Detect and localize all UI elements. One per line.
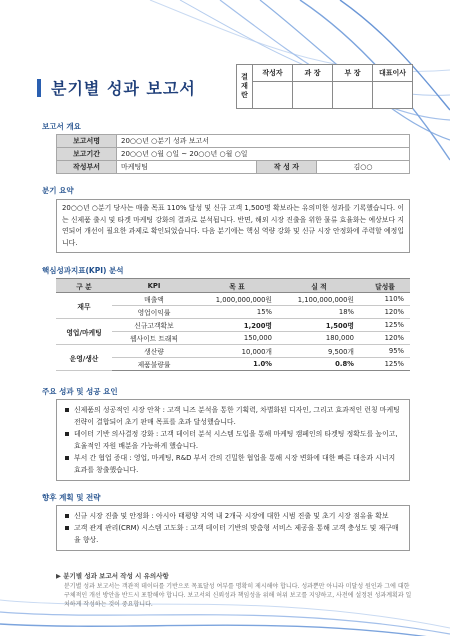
overview-value: 20○○년 ○월 ○일 ~ 20○○년 ○월 ○일 [117, 148, 410, 161]
achievements-box [56, 399, 410, 481]
approval-header-director: 부 장 [333, 65, 373, 82]
section-heading-summary: 분기 요약 [42, 186, 74, 195]
list-item: 신제품의 성공적인 시장 안착 : 고객 니즈 분석을 통한 기획력, 차별화된 디자인, 그리고 효과적인 런칭 마케팅 전략이 결합되어 초기 판매 목표를 초과 달성했습니다. [65, 404, 403, 428]
kpi-category: 영업/마케팅 [56, 319, 112, 345]
summary-text: 20○○년 ○분기 당사는 매출 목표 110% 달성 및 신규 고객 1,500명 확보라는 유의미한 성과를 기록했습니다. 이는 신제품 출시 및 타겟 마케팅 강화의 결과로 분석됩니다. 반면, 해외 시장 진출을 위한 물류 효율화는 예상보다 지연되어 개선이 필요한 과제로 확인되었습니다. 다음 분기에는 핵심 역량 강화 및 신규 시장 안정화에 주력할 예정입니다. [62, 204, 404, 247]
kpi-name: 매출액 [112, 293, 196, 306]
kpi-target: 1,000,000,000원 [196, 293, 278, 306]
note-text: 분기별 성과 보고서는 객관적 데이터를 기반으로 목표달성 여부를 명확히 제시해야 합니다. 성과뿐만 아니라 미달성 원인과 그에 대한 구체적인 개선 방안을 반드시 포함해야 합니다. 보고서의 신뢰성과 책임성을 위해 허위 보고를 지양하고, 사전에 설정된 성과계획과 일치하게 작성하는 것이 중요합니다. [64, 583, 412, 608]
approval-header-ceo: 대표이사 [373, 65, 413, 82]
list-item: 데이터 기반 의사결정 강화 : 고객 데이터 분석 시스템 도입을 통해 마케팅 캠페인의 타겟팅 정확도를 높이고, 효율적인 자원 배분을 가능하게 했습니다. [65, 428, 403, 452]
overview-label: 보고기간 [57, 148, 117, 161]
list-item: 고객 관계 관리(CRM) 시스템 고도화 : 고객 데이터 기반의 맞춤형 서비스 제공을 통해 고객 충성도 및 재구매율 향상. [65, 522, 403, 546]
kpi-category: 운영/생산 [56, 345, 112, 371]
kpi-target: 15% [196, 306, 278, 319]
kpi-target: 10,000개 [196, 345, 278, 358]
kpi-rate: 95% [360, 345, 410, 358]
table-row [56, 319, 410, 332]
bullet-square-icon [65, 432, 69, 436]
overview-label: 작성부서 [57, 161, 117, 174]
title-block [37, 76, 196, 99]
kpi-rate: 125% [360, 358, 410, 371]
kpi-name: 신규고객확보 [112, 319, 196, 332]
kpi-actual: 180,000 [278, 332, 360, 345]
section-heading-kpi: 핵심성과지표(KPI) 분석 [42, 266, 124, 275]
kpi-actual: 1,100,000,000원 [278, 293, 360, 306]
kpi-rate: 120% [360, 306, 410, 319]
overview-value: 마케팅팀 [117, 161, 257, 174]
section-heading-overview: 보고서 개요 [42, 122, 81, 131]
triangle-right-icon: ▶ [56, 572, 61, 580]
approval-table [236, 64, 413, 109]
approval-label: 결 재 란 [237, 65, 253, 109]
kpi-actual: 18% [278, 306, 360, 319]
plans-box [56, 505, 410, 551]
kpi-name: 제품불량률 [112, 358, 196, 371]
kpi-target: 1.0% [196, 358, 278, 371]
approval-header-manager: 과 장 [293, 65, 333, 82]
approval-sign-cell[interactable] [333, 82, 373, 109]
kpi-name: 영업이익률 [112, 306, 196, 319]
title-accent-bar [37, 79, 41, 97]
table-row [56, 293, 410, 306]
list-item: 부서 간 협업 증대 : 영업, 마케팅, R&D 부서 간의 긴밀한 협업을 통해 시장 변화에 대한 빠른 대응과 시너지 효과를 창출했습니다. [65, 452, 403, 476]
section-heading-achievements: 주요 성과 및 성공 요인 [42, 387, 118, 396]
note-block [56, 572, 416, 609]
kpi-rate: 125% [360, 319, 410, 332]
summary-box [56, 199, 410, 253]
bullet-square-icon [65, 408, 69, 412]
kpi-name: 생산량 [112, 345, 196, 358]
kpi-rate: 110% [360, 293, 410, 306]
kpi-col-header: 달성률 [360, 279, 410, 293]
kpi-target: 1,200명 [196, 319, 278, 332]
note-title: ▶ 분기별 성과 보고서 작성 시 유의사항 [56, 572, 169, 580]
page-title: 분기별 성과 보고서 [51, 79, 196, 98]
bullet-square-icon [65, 514, 69, 518]
kpi-target: 150,000 [196, 332, 278, 345]
approval-sign-cell[interactable] [373, 82, 413, 109]
overview-label: 보고서명 [57, 135, 117, 148]
kpi-col-header: 실 적 [278, 279, 360, 293]
kpi-name: 웹사이트 트래픽 [112, 332, 196, 345]
overview-label: 작 성 자 [257, 161, 317, 174]
kpi-actual: 9,500개 [278, 345, 360, 358]
list-item: 신규 시장 진출 및 안정화 : 아시아 태평양 지역 내 2개국 시장에 대한 시범 진출 및 초기 시장 점유율 확보 [65, 510, 403, 522]
kpi-actual: 1,500명 [278, 319, 360, 332]
overview-value: 20○○년 ○분기 성과 보고서 [117, 135, 410, 148]
kpi-category: 재무 [56, 293, 112, 319]
approval-sign-cell[interactable] [293, 82, 333, 109]
kpi-rate: 120% [360, 332, 410, 345]
approval-header-writer: 작성자 [253, 65, 293, 82]
bullet-square-icon [65, 456, 69, 460]
kpi-col-header: 구 분 [56, 279, 112, 293]
overview-table [56, 134, 410, 174]
approval-sign-cell[interactable] [253, 82, 293, 109]
overview-value: 김○○ [317, 161, 410, 174]
kpi-col-header: 목 표 [196, 279, 278, 293]
kpi-table [56, 278, 410, 371]
kpi-actual: 0.8% [278, 358, 360, 371]
kpi-col-header: KPI [112, 279, 196, 293]
table-row [56, 345, 410, 358]
bullet-square-icon [65, 526, 69, 530]
section-heading-plans: 향후 계획 및 전략 [42, 493, 101, 502]
